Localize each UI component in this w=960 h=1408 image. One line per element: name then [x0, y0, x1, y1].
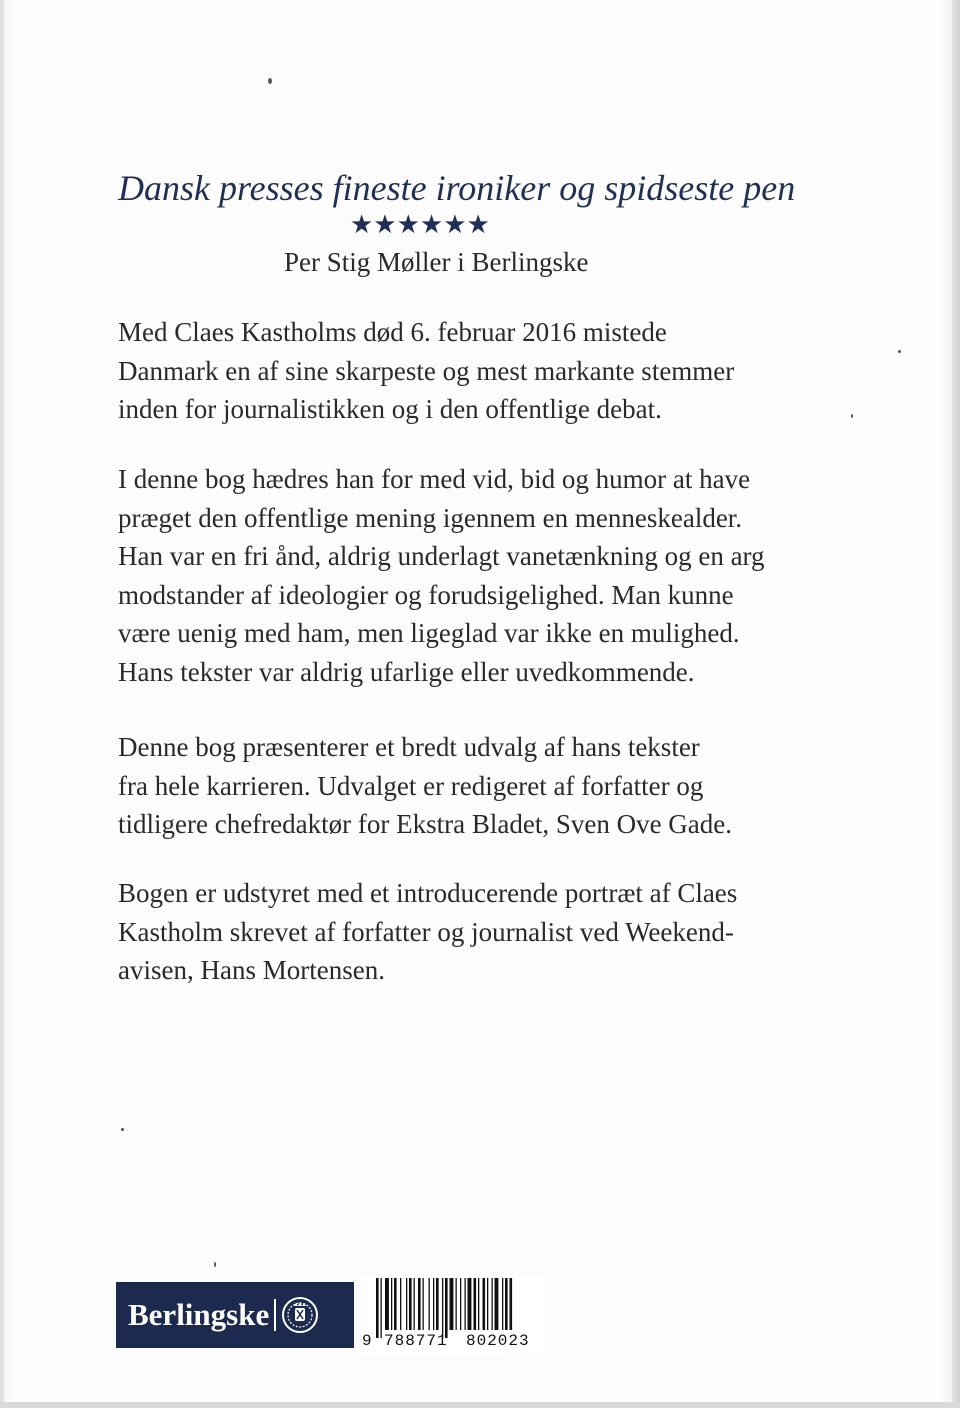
barcode-bar — [487, 1278, 488, 1330]
barcode-bar — [400, 1278, 401, 1330]
crest-icon — [280, 1295, 320, 1335]
isbn-lead-digit: 9 — [362, 1332, 372, 1350]
publisher-logo — [116, 1282, 354, 1348]
blurb-line: avisen, Hans Mortensen. — [118, 955, 385, 985]
blurb-paragraph-1 — [118, 313, 918, 429]
barcode-bar — [423, 1278, 424, 1330]
barcode-bar — [394, 1278, 397, 1330]
print-speck — [121, 1128, 124, 1131]
logo-divider — [274, 1299, 276, 1331]
barcode-bar — [429, 1278, 430, 1330]
barcode-bar — [495, 1278, 499, 1330]
barcode-bar — [505, 1278, 508, 1330]
barcode-bar — [483, 1278, 486, 1330]
tagline-quote: Dansk presses fineste ironiker og spidseste pen — [118, 168, 796, 208]
barcode-bar — [433, 1278, 434, 1330]
barcode-bar — [465, 1278, 466, 1330]
barcode-bar — [376, 1278, 379, 1338]
rating-stars: ★★★★★★ — [350, 210, 490, 239]
blurb-line: Hans tekster var aldrig ufarlige eller uvedkommende. — [118, 656, 695, 687]
barcode-bar — [492, 1278, 493, 1330]
barcode-bar — [381, 1278, 382, 1338]
cover-right-edge — [952, 0, 960, 1408]
blurb-line: Kastholm skrevet af forfatter og journalist ved Weekend- — [118, 916, 734, 947]
barcode-bar — [418, 1278, 421, 1330]
blurb-paragraph-3 — [118, 728, 918, 844]
barcode-bar — [456, 1278, 457, 1330]
barcode-bar — [442, 1278, 443, 1338]
blurb-line: inden for journalistikken og i den offentlige debat. — [118, 394, 662, 424]
blurb-line: Bogen er udstyret med et introducerende portræt af Claes — [118, 878, 738, 908]
blurb-line: tidligere chefredaktør for Ekstra Bladet, Sven Ove Gade. — [118, 809, 733, 839]
blurb-line: modstander af ideologier og forudsigelighed. Man kunne — [118, 579, 734, 610]
blurb-line: fra hele karrieren. Udvalget er redigeret af forfatter og — [118, 770, 704, 801]
barcode-bar — [414, 1278, 415, 1330]
cover-left-edge — [0, 0, 4, 1408]
blurb-line: Danmark en af sine skarpeste og mest markante stemmer — [118, 355, 735, 386]
barcode-bar — [502, 1278, 503, 1330]
barcode-bar — [450, 1278, 454, 1330]
barcode-bar — [385, 1278, 389, 1330]
barcode-bar — [468, 1278, 472, 1330]
print-speck — [214, 1262, 216, 1267]
blurb-paragraph-2 — [118, 460, 918, 691]
print-speck — [268, 78, 272, 84]
blurb-line: være uenig med ham, men ligeglad var ikke en mulighed. — [118, 618, 740, 648]
barcode-bar — [445, 1278, 448, 1338]
cover-bottom-edge — [0, 1402, 960, 1408]
barcode-bar — [409, 1278, 412, 1330]
isbn-barcode — [360, 1276, 550, 1354]
blurb-line: Han var en fri ånd, aldrig underlagt vanetænkning og en arg — [118, 541, 765, 571]
barcode-bar — [436, 1278, 439, 1330]
barcode-bar — [406, 1278, 407, 1330]
blurb-line: Denne bog præsenterer et bredt udvalg af hans tekster — [118, 732, 700, 762]
barcode-bars — [376, 1278, 552, 1340]
barcode-bar — [510, 1278, 513, 1330]
barcode-bar — [474, 1278, 477, 1330]
isbn-right-group: 802023 — [466, 1332, 530, 1350]
blurb-line: Med Claes Kastholms død 6. februar 2016 mistede — [118, 317, 667, 347]
barcode-bar — [460, 1278, 461, 1330]
isbn-left-group: 788771 — [384, 1332, 448, 1350]
quote-attribution: Per Stig Møller i Berlingske — [284, 247, 589, 277]
barcode-bar — [478, 1278, 479, 1330]
barcode-bar — [391, 1278, 392, 1330]
blurb-line: I denne bog hædres han for med vid, bid og humor at have — [118, 464, 751, 494]
publisher-name: Berlingske — [128, 1297, 270, 1332]
blurb-line: præget den offentlige mening igennem en menneskealder. — [118, 502, 743, 533]
blurb-paragraph-4 — [118, 874, 918, 990]
